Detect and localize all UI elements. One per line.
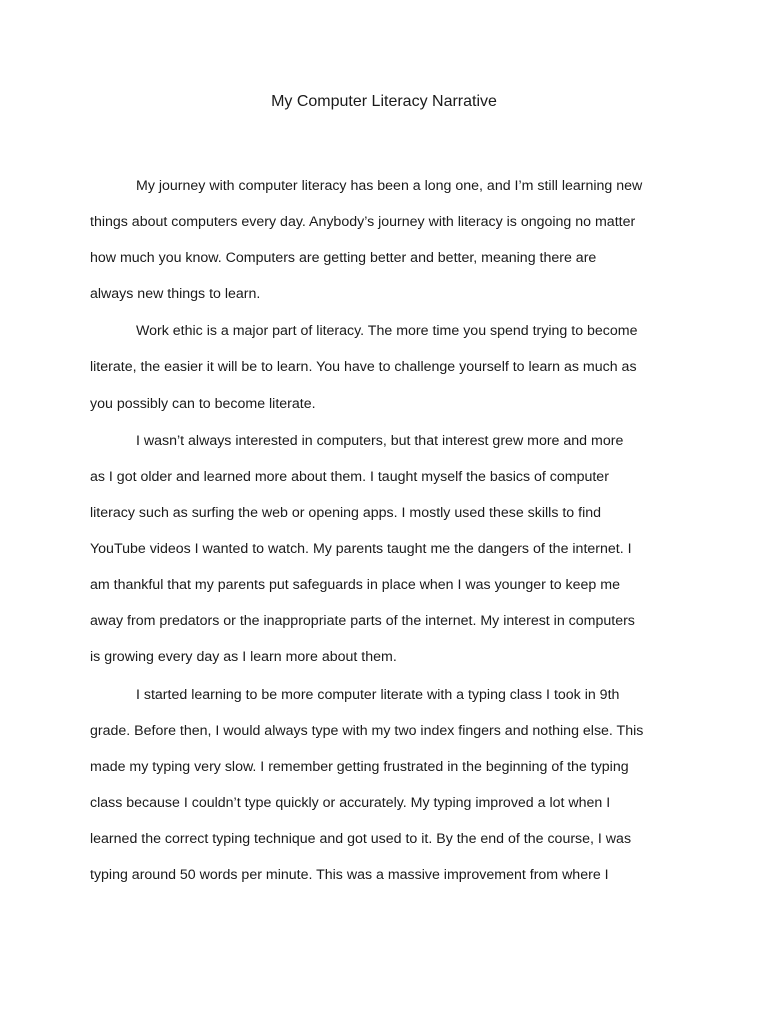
- paragraph-1-line-1: My journey with computer literacy has been a long one, and I’m still learning new: [136, 178, 643, 194]
- page-title: My Computer Literacy Narrative: [271, 93, 497, 110]
- paragraph-3-line-3: literacy such as surfing the web or opening apps. I mostly used these skills to find: [90, 505, 602, 521]
- paragraph-4-line-2: grade. Before then, I would always type with my two index fingers and nothing else. This: [90, 723, 644, 739]
- paragraph-4-line-1: I started learning to be more computer literate with a typing class I took in 9th: [136, 687, 620, 703]
- paragraph-4-line-6: typing around 50 words per minute. This was a massive improvement from where I: [90, 867, 609, 883]
- paragraph-1-line-4: always new things to learn.: [90, 286, 261, 302]
- paragraph-1-line-2: things about computers every day. Anybody’s journey with literacy is ongoing no matter: [90, 214, 636, 230]
- paragraph-3-line-2: as I got older and learned more about them. I taught myself the basics of computer: [90, 469, 609, 485]
- paragraph-4-line-3: made my typing very slow. I remember getting frustrated in the beginning of the typing: [90, 759, 629, 775]
- paragraph-1-line-3: how much you know. Computers are getting better and better, meaning there are: [90, 250, 597, 266]
- paragraph-3-line-6: away from predators or the inappropriate parts of the internet. My interest in computers: [90, 613, 635, 629]
- paragraph-3-line-4: YouTube videos I wanted to watch. My parents taught me the dangers of the internet. I: [90, 541, 632, 557]
- paragraph-2-line-1: Work ethic is a major part of literacy. The more time you spend trying to become: [136, 323, 638, 339]
- paragraph-4-line-4: class because I couldn’t type quickly or accurately. My typing improved a lot when I: [90, 795, 611, 811]
- paragraph-4-line-5: learned the correct typing technique and got used to it. By the end of the course, I was: [90, 831, 632, 847]
- paragraph-3-line-5: am thankful that my parents put safeguards in place when I was younger to keep me: [90, 577, 620, 593]
- paragraph-2-line-2: literate, the easier it will be to learn. You have to challenge yourself to learn as much as: [90, 359, 637, 375]
- paragraph-3-line-1: I wasn’t always interested in computers, but that interest grew more and more: [136, 433, 624, 449]
- paragraph-3-line-7: is growing every day as I learn more about them.: [90, 649, 397, 665]
- paragraph-2-line-3: you possibly can to become literate.: [90, 396, 316, 412]
